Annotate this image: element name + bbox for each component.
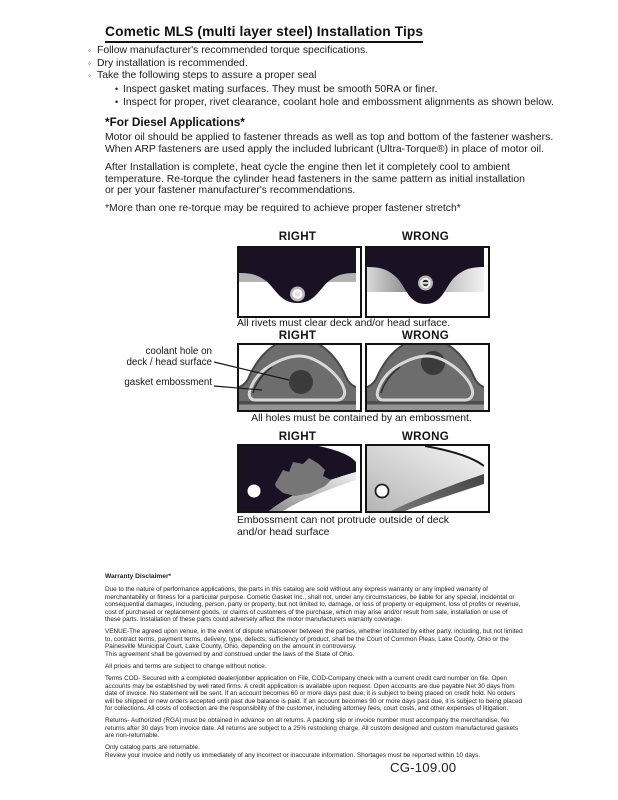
- tip-text: Inspect for proper, rivet clearance, coolant hole and embossment alignments as shown below.: [123, 97, 554, 109]
- retorque-note: *More than one re-torque may be required to achieve proper fastener stretch*: [105, 203, 461, 214]
- list-item: [88, 58, 554, 71]
- hole-right-diagram: [239, 345, 356, 410]
- page-title: Cometic MLS (multi layer steel) Installation Tips: [105, 24, 423, 43]
- coolant-hole-label: coolant hole on deck / head surface: [126, 346, 212, 368]
- legal-paragraph: Terms COD- Secured with a completed dealer/jobber application on File, COD-Company check with a current credit card number on file. Open accounts may be established by well rated firms. A credit application is available upon request. Open accounts are due payable Net 30 days from date of invoice. No statement will be sent. If an account becomes 60 or more days past due, it is subject to being placed on credit hold. No orders will be shipped or new orders accepted until past due balance is paid. If an account becomes 90 or more days past due, it is subject to being placed for collections. All costs of collection are the responsibility of the customer, including attorney fees, court costs, and other expenses of litigation.: [105, 675, 523, 713]
- legal-paragraph: Only catalog parts are returnable. Review your invoice and notify us immediately of any incorrect or inaccurate information. Shortages must be reported within 10 days.: [105, 744, 481, 759]
- rivet-right-diagram: [239, 248, 356, 316]
- list-item: [88, 96, 554, 110]
- bullet-icon: •: [115, 83, 119, 94]
- wrong-label: WRONG: [401, 230, 450, 243]
- rivet-wrong-diagram: [367, 248, 484, 316]
- list-item: [88, 45, 554, 58]
- protrude-right-diagram: [239, 446, 356, 511]
- wrong-label: WRONG: [401, 329, 450, 342]
- right-label: RIGHT: [278, 430, 317, 443]
- rivet-wrong-figure: [365, 246, 490, 318]
- tips-list: [88, 45, 554, 110]
- tip-text: Dry installation is recommended.: [97, 57, 248, 69]
- legal-paragraph: Returns- Authorized (RGA) must be obtained in advance on all returns. A packing slip or invoice number must accompany the merchandise. No returns after 30 days from invoice date. All returns are subject to a 25% restocking charge. All custom designed and custom manufactured gaskets are non-returnable.: [105, 717, 519, 740]
- right-label: RIGHT: [278, 329, 317, 342]
- tip-text: Inspect gasket mating surfaces. They must be smooth 50RA or finer.: [123, 83, 438, 95]
- wrong-label: WRONG: [401, 430, 450, 443]
- protrude-wrong-figure: [365, 444, 490, 513]
- bullet-icon: •: [115, 97, 119, 108]
- paragraph: After Installation is complete, heat cycle the engine then let it completely cool to ambient temperature. Re-torque the cylinder head fasteners in the same pattern as initial installation or per your fastener manufacturer's recommendations.: [105, 162, 525, 197]
- warranty-heading: Warranty Disclaimer*: [105, 573, 172, 580]
- open-bullet-icon: ◦: [88, 71, 91, 81]
- protrude-wrong-diagram: [367, 446, 484, 511]
- right-label: RIGHT: [278, 230, 317, 243]
- row3-caption: Embossment can not protrude outside of deck and/or head surface: [237, 515, 449, 538]
- list-item: [88, 70, 554, 83]
- tip-text: Take the following steps to assure a proper seal: [97, 70, 317, 82]
- row1-caption: All rivets must clear deck and/or head surface.: [237, 318, 451, 329]
- legal-paragraph: Due to the nature of performance applications, the parts in this catalog are sold without any express warranty or any implied warranty of merchantability or fitness for a particular purpose. Cometic Gasket Inc., shall not, under any circumstances, be liable for any special, incidental or consequential damages, including, person, party or property, but not limited to, damage, or loss of property or equipment, loss of profits or revenue, cost of purchased or replacement goods, or claims of customers of the purchase, which may arise and/or result from sale, installation or use of these parts. Installation of these parts could adversely affect the motor manufacturers warranty coverage.: [105, 586, 521, 624]
- paragraph: Motor oil should be applied to fastener threads as well as top and bottom of the fastener washers. When ARP fasteners are used apply the included lubricant (Ultra-Torque®) in place of motor oil.: [105, 132, 554, 155]
- row2-caption: All holes must be contained by an embossment.: [251, 413, 472, 424]
- legal-paragraph: VENUE-The agreed upon venue, in the event of dispute whatsoever between the parties, whether instituted by either party, including, but not limited to, contract terms, payment terms, delivery, type, defects, sufficiency of product, shall be the Court of Common Pleas, Lake County, Ohio or the Painesville Municipal Court, Lake County, Ohio, depending on the amount in controversy. This agreement shall be governed by and construed under the laws of the State of Ohio.: [105, 628, 523, 658]
- legal-section: [105, 573, 523, 764]
- page-code: CG-109.00: [390, 760, 457, 775]
- open-bullet-icon: ◦: [88, 46, 91, 55]
- gasket-embossment-label: gasket embossment: [124, 377, 212, 388]
- hole-wrong-figure: [365, 343, 490, 412]
- protrude-right-figure: [237, 444, 362, 513]
- hole-right-figure: [237, 343, 362, 412]
- hole-wrong-diagram: [367, 345, 484, 410]
- legal-paragraph: All prices and terms are subject to change without notice.: [105, 662, 267, 670]
- tip-text: Follow manufacturer's recommended torque specifications.: [97, 45, 369, 56]
- list-item: [88, 83, 554, 97]
- diesel-heading: *For Diesel Applications*: [105, 115, 245, 129]
- open-bullet-icon: ◦: [88, 58, 91, 68]
- rivet-right-figure: [237, 246, 362, 318]
